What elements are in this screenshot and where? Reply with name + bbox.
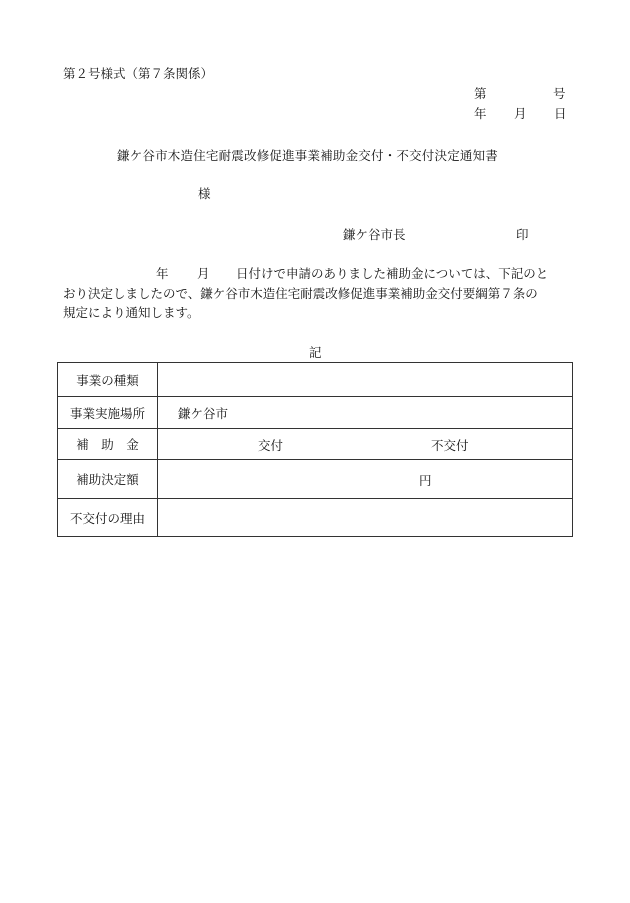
body-paragraph [63,264,573,323]
number-suffix: 号 [553,86,566,101]
date-day: 日 [554,106,567,121]
table-row-amount [58,460,573,499]
grant-choice [158,429,573,460]
location-label: 事業実施場所 [58,397,158,429]
number-prefix: 第 [474,86,487,101]
project-type-label: 事業の種類 [58,363,158,397]
addressee-honorific: 様 [198,186,211,201]
table-row-grant [58,429,573,460]
body-line-1: 日付けで申請のありました補助金については、下記のと [236,266,549,281]
grant-option-nongrant[interactable]: 不交付 [431,438,469,453]
body-line-3: 規定により通知します。 [63,305,200,320]
table-row-project-type [58,363,573,397]
body-month: 月 [197,266,210,281]
table-row-location [58,397,573,429]
amount-value[interactable] [158,460,573,499]
location-value[interactable]: 鎌ケ谷市 [158,397,573,429]
document-title: 鎌ケ谷市木造住宅耐震改修促進事業補助金交付・不交付決定通知書 [117,148,499,163]
amount-unit: 円 [419,473,432,488]
reason-value[interactable] [158,499,573,537]
amount-label: 補助決定額 [58,460,158,499]
date-year: 年 [474,106,487,121]
project-type-value[interactable] [158,363,573,397]
seal-mark: 印 [516,227,529,242]
record-table [57,362,573,537]
date-month: 月 [514,106,527,121]
sender-name: 鎌ケ谷市長 [343,227,406,242]
body-year: 年 [156,266,169,281]
ki-heading: 記 [309,345,322,360]
grant-option-grant[interactable]: 交付 [258,438,284,453]
form-number: 第２号様式（第７条関係） [63,66,214,81]
grant-label: 補 助 金 [58,429,158,460]
table-row-reason [58,499,573,537]
reason-label: 不交付の理由 [58,499,158,537]
body-line-2: おり決定しましたので、鎌ケ谷市木造住宅耐震改修促進事業補助金交付要綱第７条の [63,285,538,301]
